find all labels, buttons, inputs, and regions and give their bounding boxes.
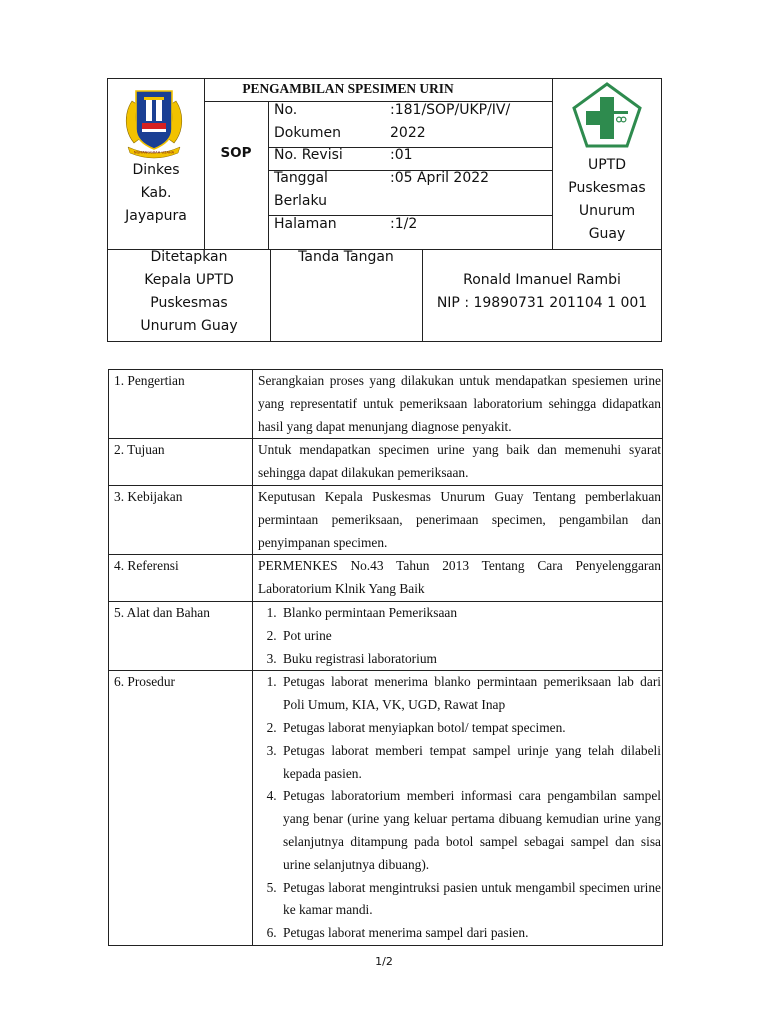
ditetapkan-line: Kepala UPTD xyxy=(144,272,234,288)
org-line: Puskesmas xyxy=(568,180,646,196)
sop-content-table xyxy=(108,369,663,946)
list-item: 4. Petugas laboratorium memberi informasi cara pengambilan sampel yang benar (urine yang keluar pertama dibuang kemudian urine yang selanjutnya ditampung pada botol sampel sebagai sampel dan sisa urine selanjutnya dibuang). xyxy=(280,785,661,876)
org-line: Guay xyxy=(588,226,626,242)
section-text: Serangkaian proses yang dilakukan untuk mendapatkan spesiemen urine yang representatif untuk pemeriksaan laboratorium sehingga didapatkan hasil yang dapat menunjang diagnose penyakit. xyxy=(253,370,663,439)
field-label-line: Dokumen xyxy=(274,125,342,141)
ditetapkan-block xyxy=(108,246,270,338)
puskesmas-logo xyxy=(571,81,643,149)
field-value-halaman: :1/2 xyxy=(390,216,418,232)
field-label-line: No. xyxy=(274,102,298,118)
section-label: 4. Referensi xyxy=(109,555,253,602)
list-item: 3. Petugas laborat memberi tempat sampel urinje yang telah dilabeli kepada pasien. xyxy=(280,740,661,786)
ditetapkan-line: Unurum Guay xyxy=(140,318,238,334)
prosedur-list xyxy=(258,671,661,945)
section-list-cell xyxy=(253,601,663,670)
right-organization xyxy=(552,154,662,246)
table-row xyxy=(109,485,663,554)
list-item: 2. Pot urine xyxy=(280,625,661,648)
section-text: Untuk mendapatkan specimen urine yang baik dan memenuhi syarat sehingga dapat dilakukan pemeriksaan. xyxy=(253,439,663,486)
table-row xyxy=(109,439,663,486)
list-item: 1. Petugas laborat menerima blanko permintaan pemeriksaan lab dari Poli Umum, KIA, VK, UGD, Rawat Inap xyxy=(280,671,661,717)
ditetapkan-line: Puskesmas xyxy=(150,295,228,311)
field-value-tanggal-berlaku: :05 April 2022 xyxy=(390,170,490,186)
table-row xyxy=(109,555,663,602)
list-item: 3. Buku registrasi laboratorium xyxy=(280,648,661,671)
section-label: 6. Prosedur xyxy=(109,671,253,946)
field-label-no-dokumen xyxy=(274,99,341,145)
signer-block xyxy=(422,269,662,315)
table-row xyxy=(109,671,663,946)
field-value-no-revisi: :01 xyxy=(390,147,413,163)
list-item: 2. Petugas laborat menyiapkan botol/ tempat specimen. xyxy=(280,717,661,740)
logo-banner-text: NGHANGGRAH USAHA xyxy=(133,150,175,155)
field-label-line: Berlaku xyxy=(274,193,327,209)
alat-bahan-list xyxy=(258,602,661,670)
section-text: Keputusan Kepala Puskesmas Unurum Guay Tentang pemberlakuan permintaan pemeriksaan, penerimaan specimen, pengambilan dan penyimpanan specimen. xyxy=(253,485,663,554)
section-text: PERMENKES No.43 Tahun 2013 Tentang Cara Penyelenggaran Laboratorium Klnik Yang Baik xyxy=(253,555,663,602)
field-label-no-revisi: No. Revisi xyxy=(274,147,343,163)
field-label-halaman: Halaman xyxy=(274,216,337,232)
divider xyxy=(268,101,269,249)
org-line: UPTD xyxy=(587,157,627,173)
section-label: 1. Pengertian xyxy=(109,370,253,439)
org-line: Unurum xyxy=(578,203,636,219)
sop-label: SOP xyxy=(220,145,252,161)
signer-name: Ronald Imanuel Rambi xyxy=(463,272,621,288)
sop-header xyxy=(107,78,662,342)
page-number: 1/2 xyxy=(375,955,393,968)
divider xyxy=(204,79,205,249)
signature-label: Tanda Tangan xyxy=(298,249,394,265)
list-item: 1. Blanko permintaan Pemeriksaan xyxy=(280,602,661,625)
table-row xyxy=(109,370,663,439)
signer-nip: NIP : 19890731 201104 1 001 xyxy=(436,295,648,311)
ditetapkan-line: Ditetapkan xyxy=(150,249,228,265)
section-label: 2. Tujuan xyxy=(109,439,253,486)
list-item: 6. Petugas laborat menerima sampel dari pasien. xyxy=(280,922,661,945)
list-item: 5. Petugas laborat mengintruksi pasien untuk mengambil specimen urine ke kamar mandi. xyxy=(280,877,661,923)
left-organization xyxy=(108,159,204,228)
field-value-no-dokumen xyxy=(390,99,510,145)
field-label-tanggal-berlaku xyxy=(274,167,328,213)
section-label: 5. Alat dan Bahan xyxy=(109,601,253,670)
field-value-line: 2022 xyxy=(390,125,426,141)
section-list-cell xyxy=(253,671,663,946)
section-label: 3. Kebijakan xyxy=(109,485,253,554)
document-title: PENGAMBILAN SPESIMEN URIN xyxy=(242,81,454,96)
org-line: Dinkes xyxy=(132,162,180,178)
field-value-line: :181/SOP/UKP/IV/ xyxy=(390,102,511,118)
org-line: Kab. xyxy=(140,185,172,201)
field-label-line: Tanggal xyxy=(274,170,328,186)
jayapura-regency-logo xyxy=(122,85,186,159)
table-row xyxy=(109,601,663,670)
org-line: Jayapura xyxy=(125,208,187,224)
